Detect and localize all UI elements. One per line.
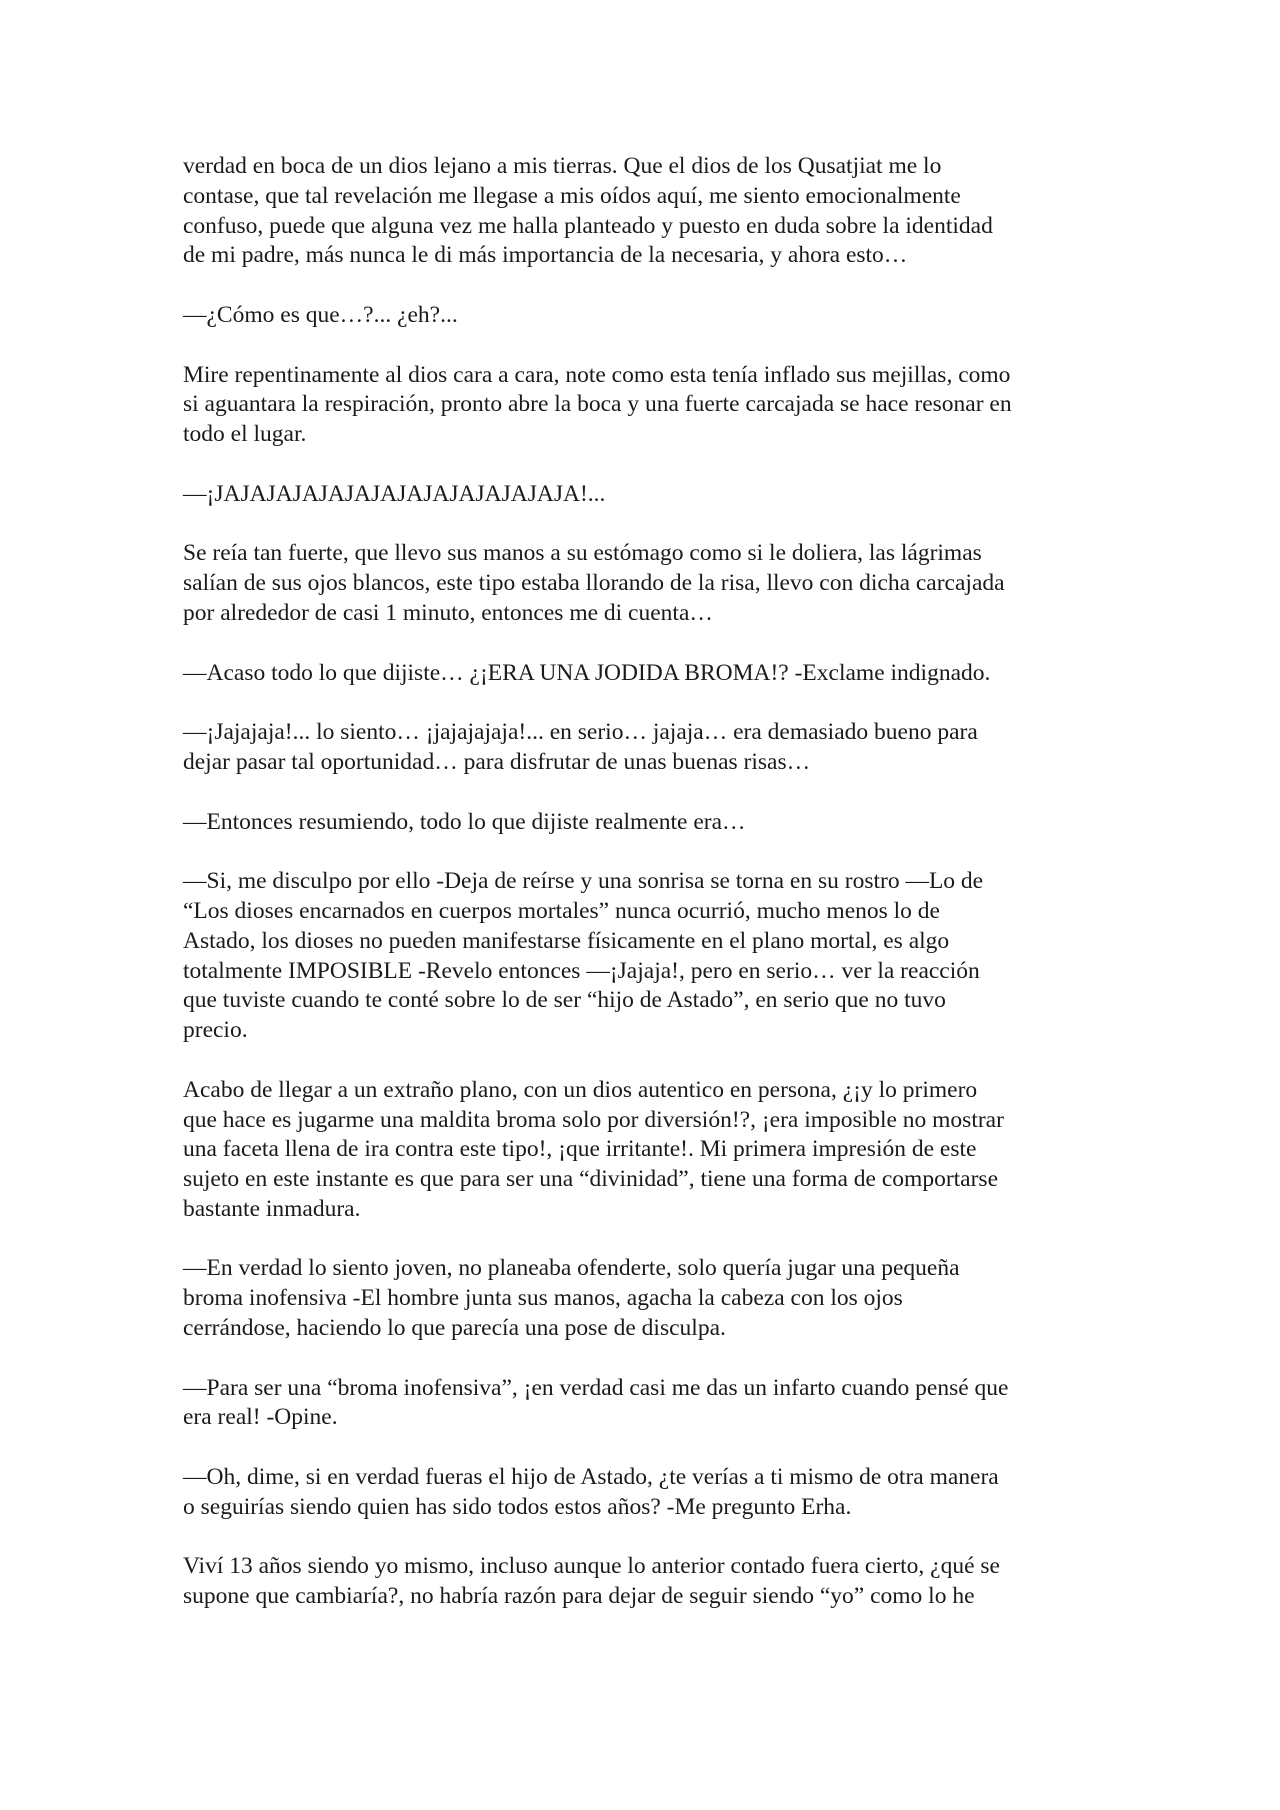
paragraph: —¿Cómo es que…?... ¿eh?...	[183, 301, 458, 328]
document-body	[183, 152, 1103, 1612]
paragraph: —Oh, dime, si en verdad fueras el hijo de Astado, ¿te verías a ti mismo de otra manera o seguirías siendo quien has sido todos estos años? -Me pregunto Erha.	[183, 1464, 999, 1520]
paragraph: verdad en boca de un dios lejano a mis tierras. Que el dios de los Qusatjiat me lo contase, que tal revelación me llegase a mis oídos aquí, me siento emocionalmente confuso, puede que alguna vez me halla planteado y puesto en duda sobre la identidad de mi padre, más nunca le di más importancia de la necesaria, y ahora esto…	[183, 153, 993, 269]
paragraph: Acabo de llegar a un extraño plano, con un dios autentico en persona, ¿¡y lo primero que hace es jugarme una maldita broma solo por diversión!?, ¡era imposible no mostrar una faceta llena de ira contra este tipo!, ¡que irritante!. Mi primera impresión de este sujeto en este instante es que para ser una “divinidad”, tiene una forma de comportarse bastante inmadura.	[183, 1076, 1004, 1222]
paragraph: Se reía tan fuerte, que llevo sus manos a su estómago como si le doliera, las lágrimas salían de sus ojos blancos, este tipo estaba llorando de la risa, llevo con dicha carcajada por alrededor de casi 1 minuto, entonces me di cuenta…	[183, 540, 1005, 626]
paragraph: —Entonces resumiendo, todo lo que dijiste realmente era…	[183, 808, 746, 835]
paragraph: Mire repentinamente al dios cara a cara, note como esta tenía inflado sus mejillas, como si aguantara la respiración, pronto abre la boca y una fuerte carcajada se hace resonar en todo el lugar.	[183, 361, 1012, 448]
paragraph: —Si, me disculpo por ello -Deja de reírse y una sonrisa se torna en su rostro —Lo de “Los dioses encarnados en cuerpos mortales” nunca ocurrió, mucho menos lo de Astado, los dioses no pueden manifestarse físicamente en el plano mortal, es algo totalmente IMPOSIBLE -Revelo entonces —¡Jajaja!, pero en serio… ver la reacción que tuviste cuando te conté sobre lo de ser “hijo de Astado”, en serio que no tuvo precio.	[183, 868, 984, 1044]
paragraph: Viví 13 años siendo yo mismo, incluso aunque lo anterior contado fuera cierto, ¿qué se supone que cambiaría?, no habría razón para dejar de seguir siendo “yo” como lo he	[183, 1553, 1000, 1610]
paragraph: —¡Jajajaja!... lo siento… ¡jajajajaja!... en serio… jajaja… era demasiado bueno para dejar pasar tal oportunidad… para disfrutar de unas buenas risas…	[183, 719, 978, 775]
paragraph: —Para ser una “broma inofensiva”, ¡en verdad casi me das un infarto cuando pensé que era real! -Opine.	[183, 1374, 1009, 1431]
paragraph: —¡JAJAJAJAJAJAJAJAJAJAJAJAJAJA!...	[183, 480, 606, 507]
paragraph: —Acaso todo lo que dijiste… ¿¡ERA UNA JODIDA BROMA!? -Exclame indignado.	[183, 659, 991, 686]
paragraph: —En verdad lo siento joven, no planeaba ofenderte, solo quería jugar una pequeña broma inofensiva -El hombre junta sus manos, agacha la cabeza con los ojos cerrándose, haciendo lo que parecía una pose de disculpa.	[183, 1255, 960, 1342]
